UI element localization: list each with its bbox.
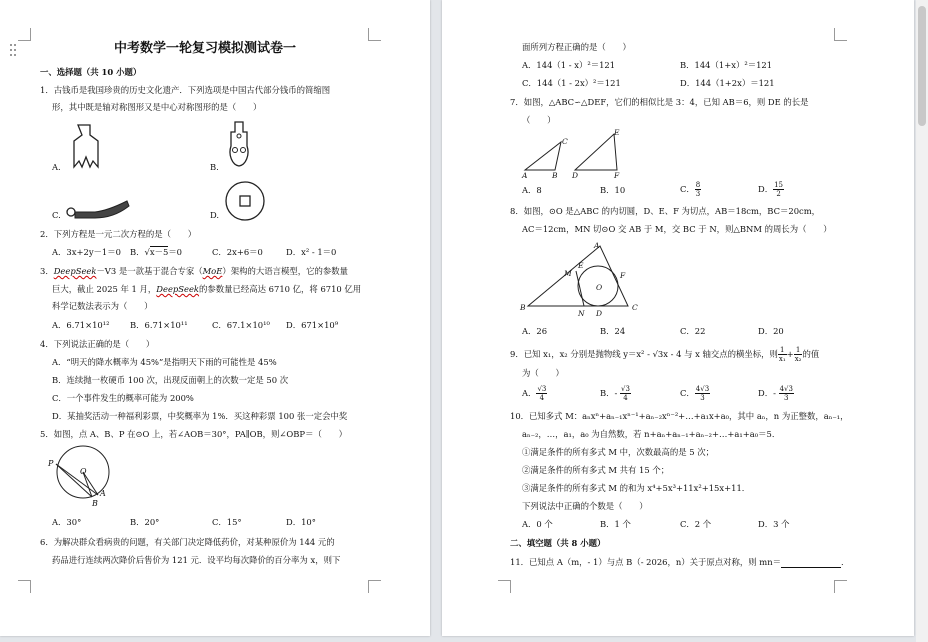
- drag-handle-icon[interactable]: [10, 44, 18, 58]
- q1-label-d: D.: [210, 210, 220, 220]
- q6-line1: 6．为解决群众看病贵的问题，有关部门决定降低药价，对某种原价为 144 元的: [40, 537, 335, 547]
- q8-label-f: F: [620, 271, 626, 280]
- q1-line1: 1．古钱币是我国珍贵的历史文化遗产．下列选项是中国古代部分钱币的简缩图: [40, 85, 331, 95]
- crop-mark: [834, 28, 847, 41]
- q9-line1: 9．已知 x₁，x₂ 分别是抛物线 y＝x² - √3x - 4 与 x 轴交点的横坐标，则 $\frac{1}{\text{x₁}}$ + $\frac{1}{\text{x₂}}$ 的值: [510, 346, 820, 363]
- q6-option-b: B．144（1+x）²＝121: [680, 60, 773, 70]
- q4-option-a: A．“明天的降水概率为 45%”是指明天下雨的可能性是 45%: [52, 357, 277, 367]
- q10-option-d: D．3 个: [758, 519, 790, 529]
- crop-mark: [18, 28, 31, 41]
- q7-label-e: E: [614, 128, 620, 137]
- crop-mark: [498, 580, 511, 593]
- q1-label-b: B.: [210, 162, 219, 172]
- q10-line1: 10．已知多式 M：aₙxⁿ+aₙ₋₁xⁿ⁻¹+aₙ₋₂xⁿ⁻²+…+a₁x+a₀，其中 aₙ，n 为正整数，aₙ₋₁，: [510, 411, 849, 421]
- q7-label-c: C: [562, 137, 568, 146]
- q5-label-a: A: [100, 489, 106, 498]
- scrollbar[interactable]: [916, 0, 928, 642]
- crop-mark: [368, 28, 381, 41]
- q9-option-d: D．- $\frac{4√3}{3}$: [758, 385, 793, 402]
- q2-option-a: A．3x+2y－1＝0: [52, 247, 121, 257]
- q3-option-b: B．6.71×10¹¹: [130, 320, 188, 330]
- q4-stem: 4．下列说法正确的是（ ）: [40, 339, 155, 349]
- section-heading: 一、选择题（共 10 小题）: [40, 67, 142, 77]
- q8-label-a: A: [594, 241, 600, 250]
- q7-option-d: D． $\frac{15}{2}$: [758, 181, 784, 198]
- round-coin-icon: [224, 180, 266, 222]
- q2-option-b: B．√x－5＝0: [130, 247, 183, 257]
- q8-label-m: M: [564, 269, 572, 278]
- q10-statement-1: ①满足条件的所有多式 M 中，次数最高的是 5 次；: [522, 447, 715, 457]
- q4-option-c: C．一个事件发生的概率可能为 200%: [52, 393, 194, 403]
- q6-line2: 药品进行连续两次降价后售价为 121 元．设平均每次降价的百分率为 x，则下: [52, 555, 341, 565]
- q4-option-d: D．某抽奖活动一种福利彩票，中奖概率为 1%．买这种彩票 100 张一定会中奖: [52, 411, 348, 421]
- q7-option-c: C． $\frac{8}{3}$: [680, 181, 701, 198]
- q10-option-c: C．2 个: [680, 519, 712, 529]
- q8-option-b: B．24: [600, 326, 626, 336]
- q5-option-a: A．30°: [52, 517, 82, 527]
- q8-label-d: D: [596, 309, 603, 318]
- q11-text: 11．已知点 A（m，- 1）与点 B（- 2026，n）关于原点对称，则 mn＝ ．: [510, 557, 850, 567]
- q7-label-b: B: [552, 171, 558, 180]
- q11-answer-blank[interactable]: [781, 558, 841, 568]
- q2-option-d: D．x² - 1＝0: [286, 247, 337, 257]
- q7-label-d: D: [572, 171, 579, 180]
- q10-line2: aₙ₋₂，…，a₁，a₀ 为自然数，若 n+aₙ+aₙ₋₁+aₙ₋₂+…+a₁+a₀＝5．: [522, 429, 781, 439]
- q5-option-c: C．15°: [212, 517, 242, 527]
- q5-label-o: O: [80, 467, 87, 476]
- q3-line2: 巨大，截止 2025 年 1 月，DeepSeek的参数量已经高达 6710 亿，将 6710 亿用: [52, 284, 362, 294]
- q9-option-b: B．- $\frac{√3}{4}$: [600, 385, 630, 402]
- knife-coin-icon: [64, 198, 134, 220]
- crop-mark: [18, 580, 31, 593]
- q10-ask: 下列说法中正确的个数是（ ）: [522, 501, 648, 511]
- q3-option-a: A．6.71×10¹²: [52, 320, 110, 330]
- q10-option-b: B．1 个: [600, 519, 631, 529]
- q3-line1: 3．DeepSeek－V3 是一款基于混合专家（MoE）架构的大语言模型，它的参数量: [40, 266, 348, 276]
- q7-option-b: B．10: [600, 185, 626, 195]
- q2-option-c: C．2x+6＝0: [212, 247, 263, 257]
- q5-option-d: D．10°: [286, 517, 316, 527]
- q6-option-c: C．144（1 - 2x）²＝121: [522, 78, 621, 88]
- section-heading-2: 二、填空题（共 8 小题）: [510, 538, 606, 548]
- q5-stem: 5．如图，点 A、B、P 在⊙O 上，若∠AOB＝30°，PA∥OB，则∠OBP＝（ ）: [40, 429, 347, 439]
- scrollbar-thumb[interactable]: [918, 6, 926, 126]
- q8-label-o: O: [596, 283, 603, 292]
- q7-option-a: A．8: [522, 185, 542, 195]
- q5-label-b: B: [92, 499, 98, 508]
- q8-option-c: C．22: [680, 326, 706, 336]
- q6-option-d: D．144（1+2x）＝121: [680, 78, 775, 88]
- page-2: [442, 0, 914, 636]
- q6-continued: 面所列方程正确的是（ ）: [522, 42, 631, 52]
- page-title: 中考数学一轮复习模拟测试卷一: [114, 41, 297, 56]
- q9-line2: 为（ ）: [522, 368, 564, 378]
- crop-mark: [834, 580, 847, 593]
- q3-option-d: D．671×10⁹: [286, 320, 339, 330]
- q8-label-e: E: [578, 261, 584, 270]
- q1-label-a: A.: [52, 162, 61, 172]
- q6-option-a: A．144（1 - x）²＝121: [522, 60, 616, 70]
- q7-label-a: A: [522, 171, 528, 180]
- q10-statement-3: ③满足条件的所有多式 M 的和为 x⁴+5x³+11x²+15x+11．: [522, 483, 751, 493]
- q8-option-a: A．26: [522, 326, 548, 336]
- q9-option-a: A． $\frac{√3}{4}$: [522, 385, 547, 402]
- q8-label-n: N: [578, 309, 585, 318]
- q7-line1: 7．如图，△ABC∽△DEF，它们的相似比是 3：4，已知 AB＝6，则 DE 的长是: [510, 97, 809, 107]
- q7-line2: （ ）: [522, 115, 556, 125]
- q3-option-c: C．67.1×10¹⁰: [212, 320, 270, 330]
- q8-label-b: B: [520, 303, 526, 312]
- q1-label-c: C.: [52, 210, 61, 220]
- q7-label-f: F: [614, 171, 620, 180]
- q2-stem: 2．下列方程是一元二次方程的是（ ）: [40, 229, 197, 239]
- page-1: [0, 0, 430, 636]
- crop-mark: [368, 580, 381, 593]
- q5-label-p: P: [48, 459, 54, 468]
- q8-option-d: D．20: [758, 326, 784, 336]
- q5-option-b: B．20°: [130, 517, 160, 527]
- q4-option-b: B．连续抛一枚硬币 100 次，出现反面朝上的次数一定是 50 次: [52, 375, 289, 385]
- q10-option-a: A．0 个: [522, 519, 553, 529]
- hollow-handle-coin-icon: [224, 120, 254, 170]
- q10-statement-2: ②满足条件的所有多式 M 共有 15 个；: [522, 465, 670, 475]
- q9-option-c: C． $\frac{4√3}{3}$: [680, 385, 710, 402]
- q8-line1: 8．如图，⊙O 是△ABC 的内切圆，D、E、F 为切点，AB＝18cm，BC＝20cm，: [510, 206, 821, 216]
- q3-line3: 科学记数法表示为（ ）: [52, 301, 153, 311]
- q1-line2: 形，其中既是轴对称图形又是中心对称图形的是（ ）: [52, 102, 262, 112]
- q8-label-c: C: [632, 303, 638, 312]
- spade-coin-icon: [66, 122, 106, 172]
- q8-line2: AC＝12cm，MN 切⊙O 交 AB 于 M，交 BC 于 N，则△BNM 的周长为（ ）: [522, 224, 832, 234]
